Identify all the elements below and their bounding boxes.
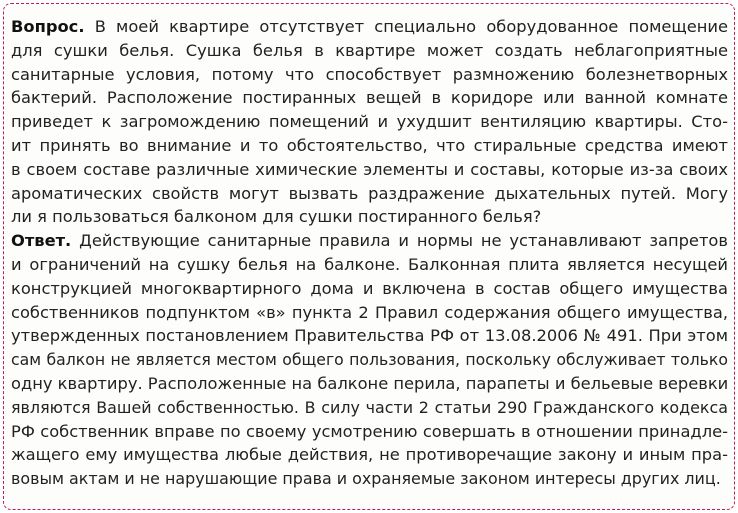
answer-line: и ограничений на сушку белья на балконе. Балконная плита является несущей: [11, 254, 728, 274]
question-block: [11, 15, 728, 229]
answer-line: жащего ему имущества любые действия, не противоречащие закону и иным пра-: [11, 445, 728, 465]
question-line: санитарные условия, потому что способствует размножению болезнетворных: [11, 64, 728, 84]
answer-block: [11, 229, 728, 491]
question-line: для сушки белья. Сушка белья в квартире может создать неблагоприятные: [11, 40, 728, 60]
answer-line: одну квартиру. Расположенные на балконе перила, парапеты и бельевые веревки: [11, 373, 728, 393]
answer-label: Ответ.: [11, 231, 72, 251]
qa-content: [11, 15, 728, 491]
answer-line: утвержденных постановлением Правительства РФ от 13.08.2006 № 491. При этом: [11, 326, 728, 346]
answer-line: вовым актам и не нарушающие права и охраняемые законом интересы других лиц.: [11, 469, 721, 489]
question-line: Вопрос. В моей квартире отсутствует специально оборудованное помещение: [11, 17, 728, 36]
question-line: ли я пользоваться балконом для сушки постиранного белья?: [11, 207, 542, 227]
answer-line: являются Вашей собственностью. В силу части 2 статьи 290 Гражданского кодекса: [11, 397, 728, 417]
question-line: приведет к загромождению помещений и ухудшит вентиляцию квартиры. Сто-: [11, 112, 728, 132]
answer-line: собственников подпунктом «в» пункта 2 Правил содержания общего имущества,: [11, 302, 728, 322]
answer-line: Ответ. Действующие санитарные правила и нормы не устанавливают запретов: [11, 231, 728, 251]
question-line: ароматических свойств могут вызвать раздражение дыхательных путей. Могу: [11, 183, 728, 203]
answer-line: сам балкон не является местом общего пользования, поскольку обслуживает только: [11, 350, 728, 370]
question-line: в своем составе различные химические элементы и составы, которые из-за своих: [11, 159, 728, 179]
answer-line: конструкцией многоквартирного дома и включена в состав общего имущества: [11, 278, 728, 298]
question-label: Вопрос.: [11, 17, 85, 36]
question-line: бактерий. Расположение постиранных вещей в коридоре или ванной комнате: [11, 88, 728, 108]
answer-line: РФ собственник вправе по своему усмотрению совершать в отношении принадле-: [11, 421, 728, 441]
question-line: ит принять во внимание и то обстоятельство, что стиральные средства имеют: [11, 135, 728, 155]
